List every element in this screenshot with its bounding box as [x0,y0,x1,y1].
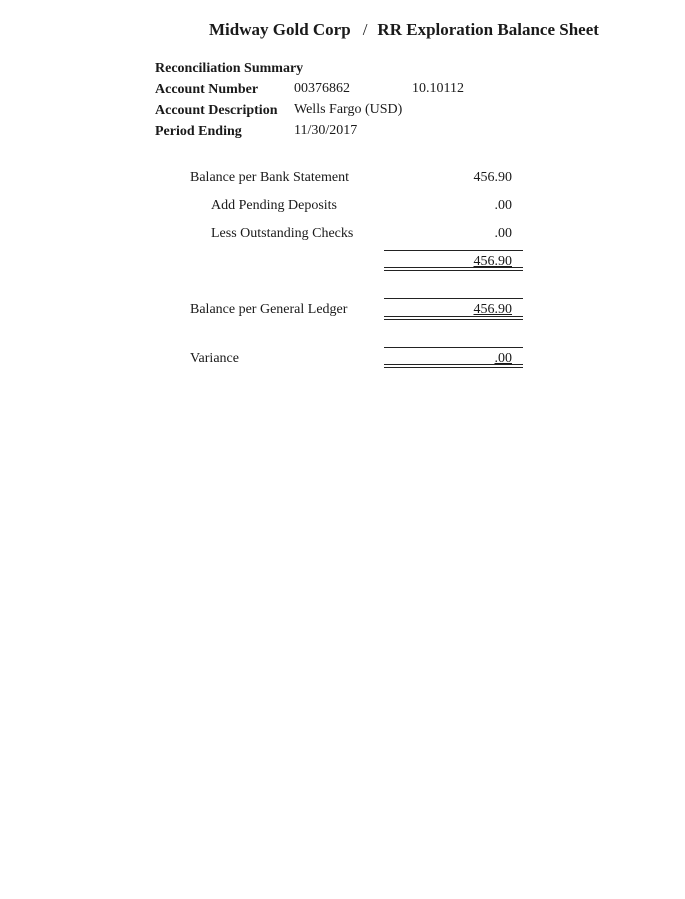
bank-statement-amount: 456.90 [473,170,512,185]
pending-deposits-amount: .00 [494,198,512,213]
gl-top-rule [384,298,523,299]
account-description-label: Account Description [155,103,278,118]
title-separator: / [362,20,368,39]
pending-deposits-label: Add Pending Deposits [211,198,337,213]
general-ledger-amount: 456.90 [473,302,512,317]
account-description-value: Wells Fargo (USD) [294,102,403,117]
period-ending-label: Period Ending [155,124,242,139]
bank-statement-label: Balance per Bank Statement [190,170,349,185]
period-ending-value: 11/30/2017 [294,123,358,138]
variance-top-rule [384,347,523,348]
account-number-label: Account Number [155,82,259,97]
variance-amount: .00 [494,351,512,366]
variance-double-rule [384,364,523,368]
gl-double-rule [384,316,523,320]
report-title [209,20,599,40]
outstanding-checks-amount: .00 [494,226,512,241]
adjusted-bank-balance: 456.90 [473,254,512,269]
general-ledger-label: Balance per General Ledger [190,302,348,317]
summary-heading: Reconciliation Summary [155,61,304,76]
report-name: RR Exploration Balance Sheet [377,20,599,39]
outstanding-checks-label: Less Outstanding Checks [211,226,354,241]
variance-label: Variance [190,351,239,366]
account-number-value: 00376862 [294,81,350,96]
total-double-rule [384,267,523,271]
company-name: Midway Gold Corp [209,20,351,39]
gl-account-value: 10.10112 [412,81,464,96]
subtotal-rule [384,250,523,251]
